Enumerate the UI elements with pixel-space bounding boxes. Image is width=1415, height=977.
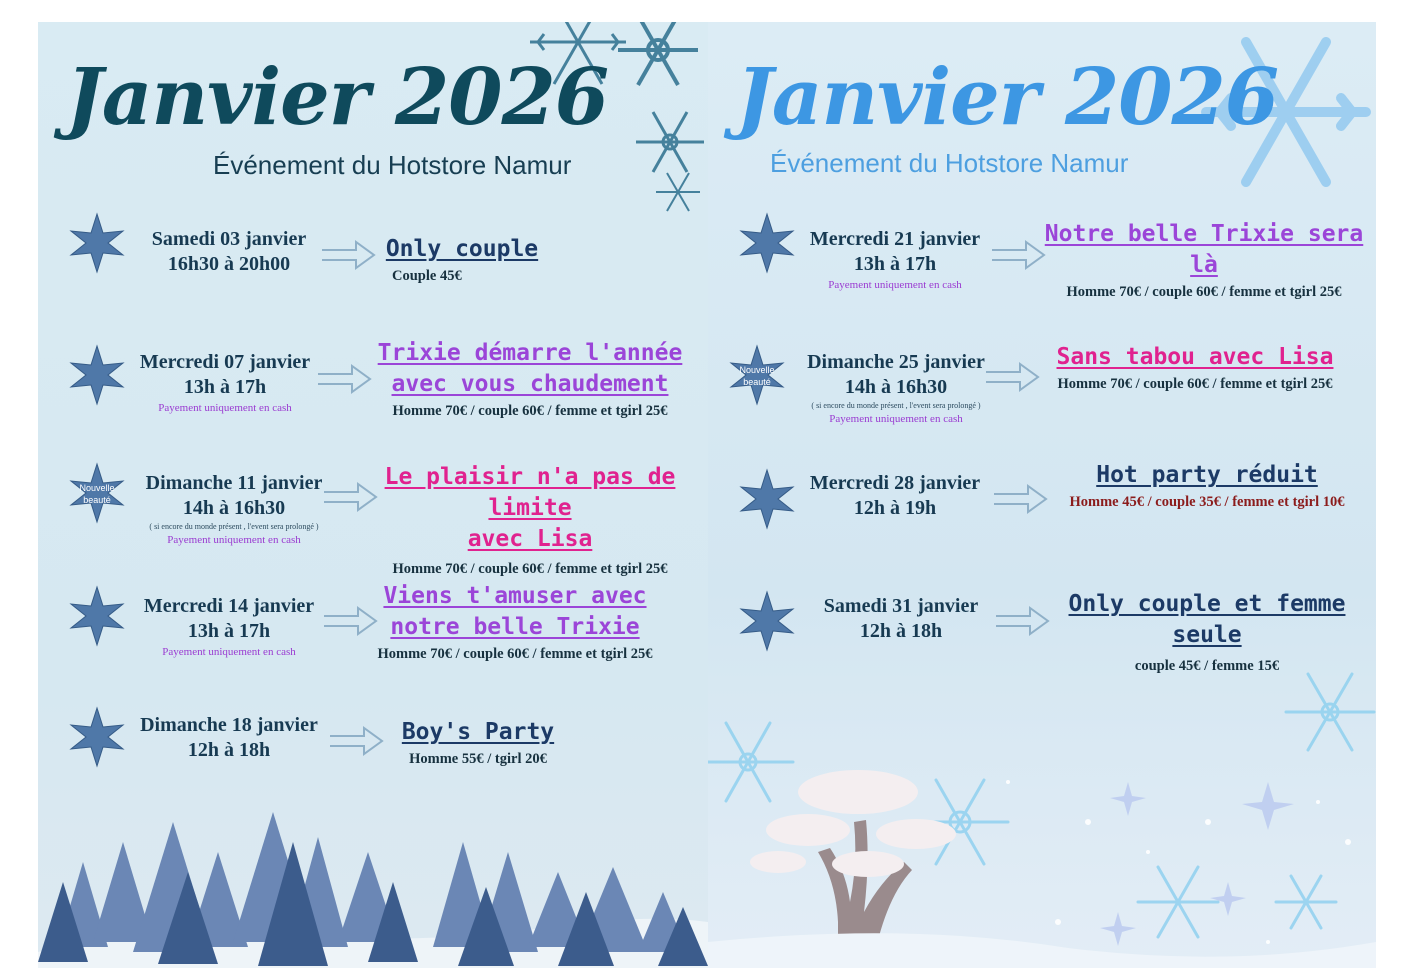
event-title: Only couple Couple 45€: [385, 236, 539, 284]
event-date: Dimanche 25 janvier 14h à 16h30 ( si encore du monde présent , l'event sera prolongé ) Payement uniquement en cash: [807, 351, 985, 425]
arrow-icon: [992, 480, 1048, 518]
event-title: Viens t'amuser avec notre belle Trixie Homme 70€ / couple 60€ / femme et tgirl 25€: [377, 583, 653, 662]
event-date: Mercredi 07 janvier 13h à 17h Payement uniquement en cash: [139, 351, 311, 414]
event-title: Sans tabou avec Lisa Homme 70€ / couple 60€ / femme et tgirl 25€: [1056, 344, 1334, 392]
star-icon: Nouvelle beauté: [66, 462, 128, 524]
event-title: Notre belle Trixie sera là Homme 70€ / couple 60€ / femme et tgirl 25€: [1044, 221, 1364, 300]
arrow-icon: [316, 360, 372, 398]
page-subtitle: Événement du Hotstore Namur: [213, 150, 572, 180]
event-title: Hot party réduit Homme 45€ / couple 35€ / femme et tgirl 10€: [1069, 462, 1345, 510]
star-icon: [66, 706, 128, 768]
event-title: Only couple et femme seule couple 45€ / femme 15€: [1068, 591, 1346, 674]
arrow-icon: [994, 602, 1050, 640]
event-date: Samedi 31 janvier 12h à 18h: [823, 595, 979, 642]
star-icon: [66, 212, 128, 274]
event-title: Trixie démarre l'année avec vous chaudement Homme 70€ / couple 60€ / femme et tgirl 25€: [377, 340, 683, 419]
star-icon: [736, 212, 798, 274]
event-date: Mercredi 21 janvier 13h à 17h Payement uniquement en cash: [809, 228, 981, 291]
star-icon: [736, 468, 798, 530]
page-title: Janvier 2026: [66, 52, 609, 143]
event-date: Dimanche 18 janvier 12h à 18h: [140, 714, 318, 761]
event-date: Mercredi 28 janvier 12h à 19h: [809, 472, 981, 519]
star-icon: [66, 344, 128, 406]
poster-right: [708, 22, 1376, 968]
arrow-icon: [990, 236, 1046, 274]
page-subtitle: Événement du Hotstore Namur: [770, 148, 1129, 178]
poster-left: [38, 22, 708, 968]
event-date: Mercredi 14 janvier 13h à 17h Payement uniquement en cash: [143, 595, 315, 658]
arrow-icon: [320, 236, 376, 274]
star-icon: [66, 585, 128, 647]
event-date: Samedi 03 janvier 16h30 à 20h00: [151, 228, 307, 275]
event-date: Dimanche 11 janvier 14h à 16h30 ( si encore du monde présent , l'event sera prolongé ) Payement uniquement en cash: [145, 472, 323, 546]
star-icon: [736, 590, 798, 652]
arrow-icon: [984, 358, 1040, 396]
arrow-icon: [328, 722, 384, 760]
event-title: Le plaisir n'a pas de limite avec Lisa Homme 70€ / couple 60€ / femme et tgirl 25€: [384, 464, 676, 577]
event-title: Boy's Party Homme 55€ / tgirl 20€: [401, 719, 555, 767]
star-icon: Nouvelle beauté: [726, 344, 788, 406]
page-title: Janvier 2026: [736, 52, 1279, 143]
